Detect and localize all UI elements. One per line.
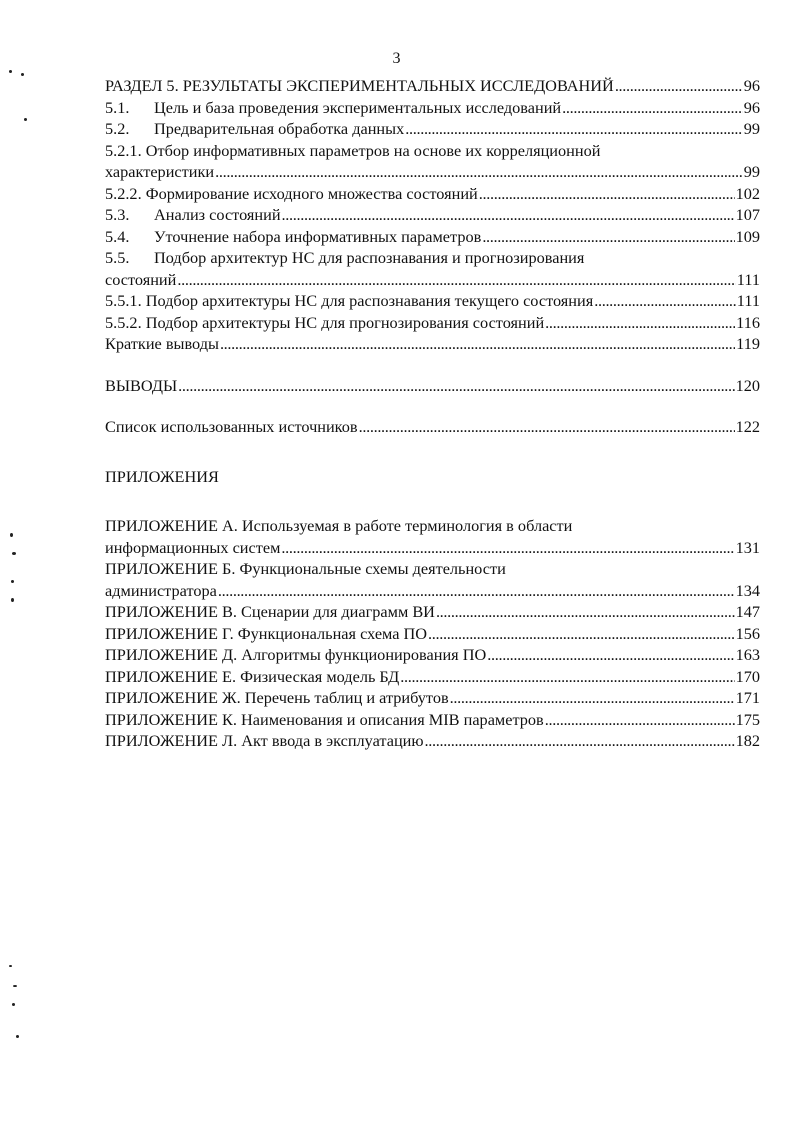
- toc-entry-5-5-1: [105, 290, 760, 312]
- dot-leader: [281, 537, 734, 559]
- toc-entry-title: Формирование исходного множества состояний: [145, 183, 478, 203]
- toc-entry-page: 99: [743, 162, 760, 181]
- scan-speck: [10, 533, 13, 537]
- scan-speck: [11, 598, 14, 602]
- toc-entry-page: 131: [735, 537, 760, 557]
- dot-leader: [220, 333, 735, 355]
- scan-speck: [24, 118, 27, 121]
- toc-entry-page: 111: [736, 291, 760, 310]
- toc-appendix-g: [105, 623, 760, 645]
- toc-entry-page: 182: [735, 731, 760, 750]
- toc-entry-page: 119: [736, 334, 760, 353]
- toc-entry-number: 5.5.: [105, 248, 130, 267]
- appendices-heading: ПРИЛОЖЕНИЯ: [105, 466, 219, 486]
- toc-entry-number: 5.2.2.: [105, 183, 142, 203]
- toc-entry-page: 134: [735, 580, 760, 600]
- toc-entry-number: 5.5.1.: [105, 291, 142, 310]
- toc-entry-title: ПРИЛОЖЕНИЕ Л. Акт ввода в эксплуатацию: [105, 731, 424, 750]
- scan-speck: [16, 1035, 19, 1038]
- toc-entry-page: 109: [735, 226, 760, 246]
- toc-appendix-v: [105, 601, 760, 623]
- scan-speck: [11, 580, 14, 583]
- toc-entry-title: Подбор архитектур НС для распознавания и прогнозирования: [154, 248, 585, 267]
- toc-entry-page: 120: [735, 375, 760, 395]
- toc-appendix-b: [105, 580, 760, 602]
- toc-entry-page: 96: [743, 76, 760, 95]
- toc-entry-5-5: [105, 269, 760, 291]
- toc-entry-5-5-first-line: [105, 247, 760, 269]
- toc-appendix-a-first-line: ПРИЛОЖЕНИЕ А. Используемая в работе терминология в области: [105, 516, 573, 535]
- toc-entry-number: 5.4.: [105, 226, 130, 246]
- toc-entry-page: 170: [735, 666, 760, 686]
- scan-speck: [9, 70, 12, 73]
- toc-entry-conclusions: [105, 375, 760, 397]
- dot-leader: [359, 416, 735, 438]
- toc-entry-continuation: характеристики: [105, 162, 215, 181]
- toc-entry-5-2-2: [105, 183, 760, 205]
- dot-leader: [615, 75, 743, 97]
- toc-entry-section-5: [105, 75, 760, 97]
- toc-appendix-a: [105, 537, 760, 559]
- toc-appendix-l: [105, 730, 760, 752]
- toc-entry-page: 175: [735, 709, 760, 729]
- toc-entry-number: 5.5.2.: [105, 312, 142, 332]
- dot-leader: [215, 161, 743, 183]
- toc-entry-page: 111: [736, 269, 760, 289]
- toc-entry-page: 122: [735, 417, 760, 436]
- toc-entry-title: Цель и база проведения экспериментальных исследований: [154, 97, 562, 117]
- toc-entry-number: 5.2.1.: [105, 140, 142, 160]
- toc-entry-title: ПРИЛОЖЕНИЕ Е. Физическая модель БД: [105, 666, 400, 686]
- toc-entry-title: Подбор архитектуры НС для распознавания текущего состояния: [145, 291, 594, 310]
- toc-entry-title: Список использованных источников: [105, 417, 358, 436]
- toc-entry-number: 5.1.: [105, 97, 130, 117]
- dot-leader: [562, 97, 743, 119]
- dot-leader: [178, 375, 734, 397]
- toc-appendix-k: [105, 709, 760, 731]
- toc-entry-page: 163: [735, 645, 760, 664]
- dot-leader: [425, 730, 735, 752]
- scan-speck: [21, 73, 24, 76]
- toc-entry-continuation: состояний: [105, 269, 177, 289]
- dot-leader: [479, 183, 735, 205]
- toc-entry-references: [105, 416, 760, 438]
- toc-entry-title: ПРИЛОЖЕНИЕ В. Сценарии для диаграмм ВИ: [105, 602, 435, 621]
- toc-entry-title: Подбор архитектуры НС для прогнозирования состояний: [145, 312, 545, 332]
- dot-leader: [482, 226, 734, 248]
- scan-speck: [13, 985, 17, 987]
- dot-leader: [282, 204, 735, 226]
- toc-entry-page: 107: [735, 205, 760, 224]
- toc-entry-page: 99: [743, 119, 760, 138]
- toc-entry-title: Предварительная обработка данных: [154, 119, 405, 138]
- toc-entry-page: 102: [735, 183, 760, 203]
- toc-entry-page: 147: [735, 602, 760, 621]
- toc-entry-continuation: информационных систем: [105, 537, 281, 557]
- dot-leader: [405, 118, 742, 140]
- toc-entry-title: ПРИЛОЖЕНИЕ Д. Алгоритмы функционирования ПО: [105, 645, 487, 664]
- toc-entry-number: 5.3.: [105, 205, 130, 224]
- toc-entry-page: 96: [743, 97, 760, 117]
- dot-leader: [545, 709, 735, 731]
- toc-appendix-zh: [105, 687, 760, 709]
- scan-speck: [9, 965, 12, 967]
- toc-entry-title: Анализ состояний: [154, 205, 281, 224]
- scan-speck: [12, 552, 16, 555]
- toc-entry-title: ПРИЛОЖЕНИЕ Г. Функциональная схема ПО: [105, 623, 428, 643]
- toc-entry-5-5-2: [105, 312, 760, 334]
- page-number: 3: [392, 50, 401, 67]
- dot-leader: [450, 687, 735, 709]
- toc-entry-title: Отбор информативных параметров на основе их корреляционной: [145, 140, 601, 160]
- toc-entry-5-4: [105, 226, 760, 248]
- toc-entry-continuation: администратора: [105, 580, 217, 600]
- dot-leader: [428, 623, 735, 645]
- toc-entry-title: ВЫВОДЫ: [105, 375, 178, 395]
- toc-entry-title: РАЗДЕЛ 5. РЕЗУЛЬТАТЫ ЭКСПЕРИМЕНТАЛЬНЫХ ИССЛЕДОВАНИЙ: [105, 76, 614, 95]
- dot-leader: [218, 580, 735, 602]
- toc-entry-5-2: [105, 118, 760, 140]
- dot-leader: [436, 601, 735, 623]
- dot-leader: [487, 644, 734, 666]
- toc-entry-5-2-1-first-line: [105, 140, 760, 162]
- toc-appendix-b-first-line: ПРИЛОЖЕНИЕ Б. Функциональные схемы деятельности: [105, 559, 506, 578]
- toc-appendix-d: [105, 644, 760, 666]
- toc-entry-5-3: [105, 204, 760, 226]
- table-of-contents: [105, 75, 760, 752]
- toc-entry-5-2-1: [105, 161, 760, 183]
- toc-entry-title: ПРИЛОЖЕНИЕ К. Наименования и описания MIB параметров: [105, 709, 544, 729]
- toc-entry-page: 171: [735, 688, 760, 707]
- toc-entry-title: Уточнение набора информативных параметров: [154, 226, 482, 246]
- toc-entry-summary: [105, 333, 760, 355]
- dot-leader: [400, 666, 734, 688]
- toc-appendix-e: [105, 666, 760, 688]
- dot-leader: [594, 290, 736, 312]
- dot-leader: [177, 269, 735, 291]
- toc-entry-page: 116: [736, 312, 760, 332]
- dot-leader: [545, 312, 735, 334]
- toc-entry-title: Краткие выводы: [105, 334, 219, 353]
- toc-entry-title: ПРИЛОЖЕНИЕ Ж. Перечень таблиц и атрибутов: [105, 688, 449, 707]
- toc-entry-number: 5.2.: [105, 119, 130, 138]
- scan-speck: [12, 1003, 15, 1006]
- toc-entry-page: 156: [735, 623, 760, 643]
- toc-entry-5-1: [105, 97, 760, 119]
